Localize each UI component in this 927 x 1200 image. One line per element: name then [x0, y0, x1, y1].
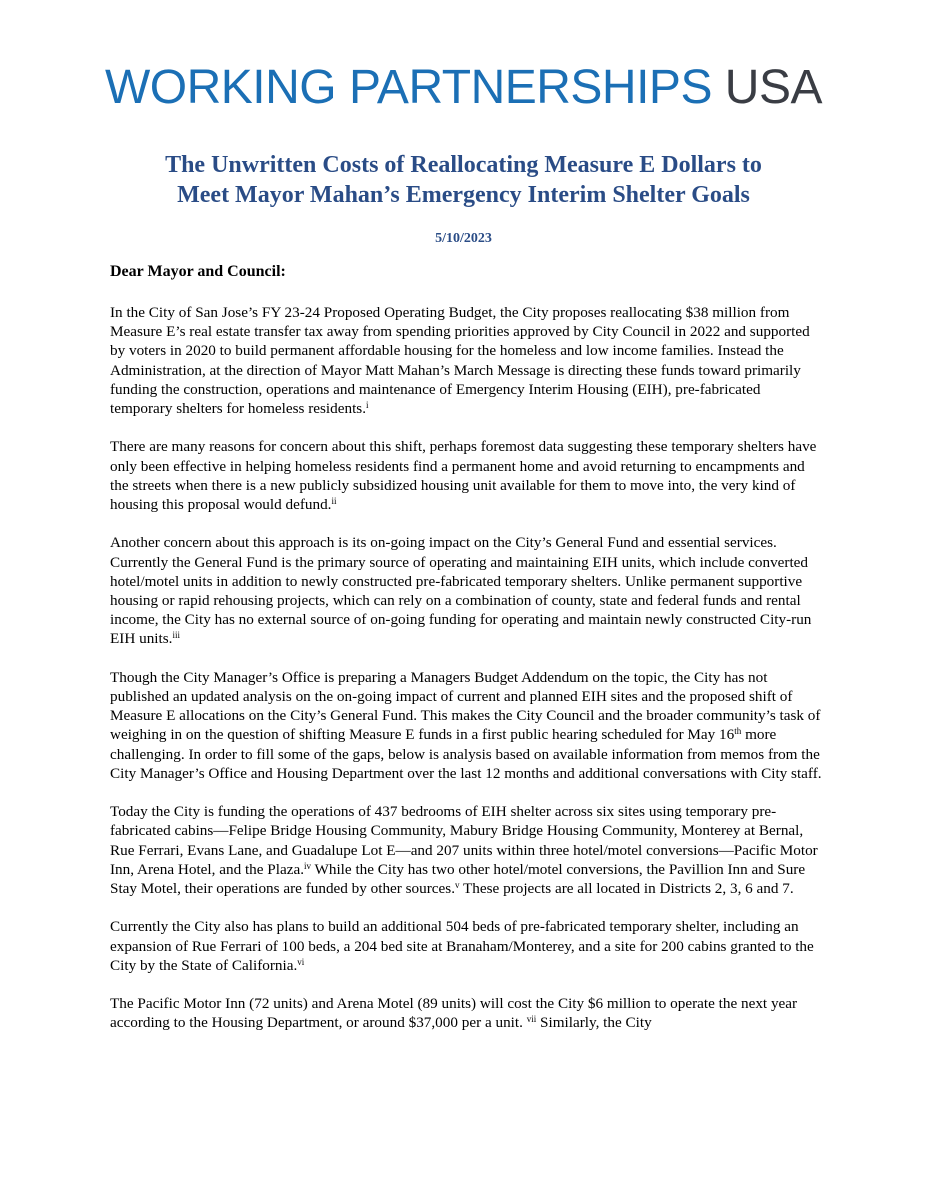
- title-line-1: The Unwritten Costs of Reallocating Measure E Dollars to: [165, 152, 762, 178]
- paragraph-1: [110, 303, 825, 418]
- endnote-marker: vi: [297, 956, 305, 967]
- endnote-marker: iii: [172, 630, 180, 641]
- paragraph-3: [110, 533, 825, 648]
- paragraph-2: [110, 437, 825, 514]
- endnote-marker: ii: [331, 496, 337, 507]
- paragraph-6-text: Currently the City also has plans to build an additional 504 beds of pre-fabricated temporary shelter, including an expansion of Rue Ferrari of 100 beds, a 204 bed site at Branaham/Monterey, and a site for 200 cabins granted to the City by the State of California.: [110, 918, 814, 974]
- endnote-marker: iv: [304, 860, 312, 871]
- endnote-marker: i: [366, 400, 369, 411]
- endnote-marker: vii: [526, 1014, 537, 1025]
- document-title: [90, 150, 837, 210]
- document-date: 5/10/2023: [435, 231, 492, 246]
- paragraph-1-text: In the City of San Jose’s FY 23-24 Proposed Operating Budget, the City proposes reallocating $38 million from Measure E’s real estate transfer tax away from spending priorities approved by City Council in 2022 and supported by voters in 2020 to build permanent affordable housing for the homeless and low income families. Instead the Administration, at the direction of Mayor Matt Mahan’s March Message is directing these funds toward primarily funding the construction, operations and maintenance of Emergency Interim Housing (EIH), pre-fabricated temporary shelters for homeless residents.: [110, 304, 810, 418]
- paragraph-5-text-c: These projects are all located in Districts 2, 3, 6 and 7.: [459, 880, 794, 898]
- paragraph-4: [110, 668, 825, 783]
- paragraph-2-text: There are many reasons for concern about this shift, perhaps foremost data suggesting these temporary shelters have only been effective in helping homeless residents find a permanent home and avoid returning to encampments and the streets when there is a new publicly subsidized housing unit available for them to move into, the very kind of housing this proposal would defund.: [110, 438, 817, 514]
- paragraph-7-text-b: Similarly, the City: [536, 1014, 652, 1032]
- ordinal-suffix: th: [734, 726, 742, 737]
- paragraph-5-text-a: Today the City is funding the operations of 437 bedrooms of EIH shelter across six sites using temporary pre-fabricated cabins—Felipe Bridge Housing Community, Mabury Bridge Housing Community, Monterey at Bernal, Rue Ferrari, Evans Lane, and Guadalupe Lot E—and 207 units within three hotel/motel conversions—Pacific Motor Inn, Arena Hotel, and the Plaza.: [110, 803, 818, 878]
- organization-logo: [0, 60, 927, 116]
- paragraph-5: [110, 802, 825, 898]
- paragraph-7-text-a: The Pacific Motor Inn (72 units) and Arena Motel (89 units) will cost the City $6 million to operate the next year according to the Housing Department, or around $37,000 per a unit.: [110, 995, 798, 1032]
- paragraph-5-text-b: While the City has two other hotel/motel conversions, the Pavillion Inn and Sure Stay Motel, their operations are funded by other sources.: [110, 860, 806, 898]
- paragraph-3-text: Another concern about this approach is its on-going impact on the City’s General Fund and essential services. Currently the General Fund is the primary source of operating and maintaining EIH units, which include converted hotel/motel units in addition to newly constructed pre-fabricated temporary shelters. Unlike permanent supportive housing or rapid rehousing projects, which can rely on a combination of county, state and federal funds and rental income, the City has no external source of on-going funding for operating and maintain newly constructed City-run EIH units.: [110, 534, 812, 648]
- paragraph-4-text-a: Though the City Manager’s Office is preparing a Managers Budget Addendum on the topic, the City has not published an updated analysis on the on-going impact of current and planned EIH sites and the proposed shift of Measure E allocations on the City’s General Fund. This makes the City Council and the broader community’s task of weighing in on the question of shifting Measure E funds in a first public hearing scheduled for May 16: [110, 668, 821, 744]
- logo-primary-text: WORKING PARTNERSHIPS: [104, 61, 712, 114]
- salutation: Dear Mayor and Council:: [110, 263, 286, 280]
- logo-secondary-text: USA: [724, 61, 822, 114]
- paragraph-4-text-b: more challenging. In order to fill some of the gaps, below is analysis based on available information from memos from the City Manager’s Office and Housing Department over the last 12 months and additional conversations with City staff.: [110, 726, 822, 782]
- paragraph-6: [110, 917, 825, 975]
- title-line-2: Meet Mayor Mahan’s Emergency Interim Shelter Goals: [177, 182, 750, 208]
- endnote-marker: v: [455, 880, 460, 891]
- paragraph-7: [110, 994, 825, 1032]
- document-body: [110, 303, 825, 1052]
